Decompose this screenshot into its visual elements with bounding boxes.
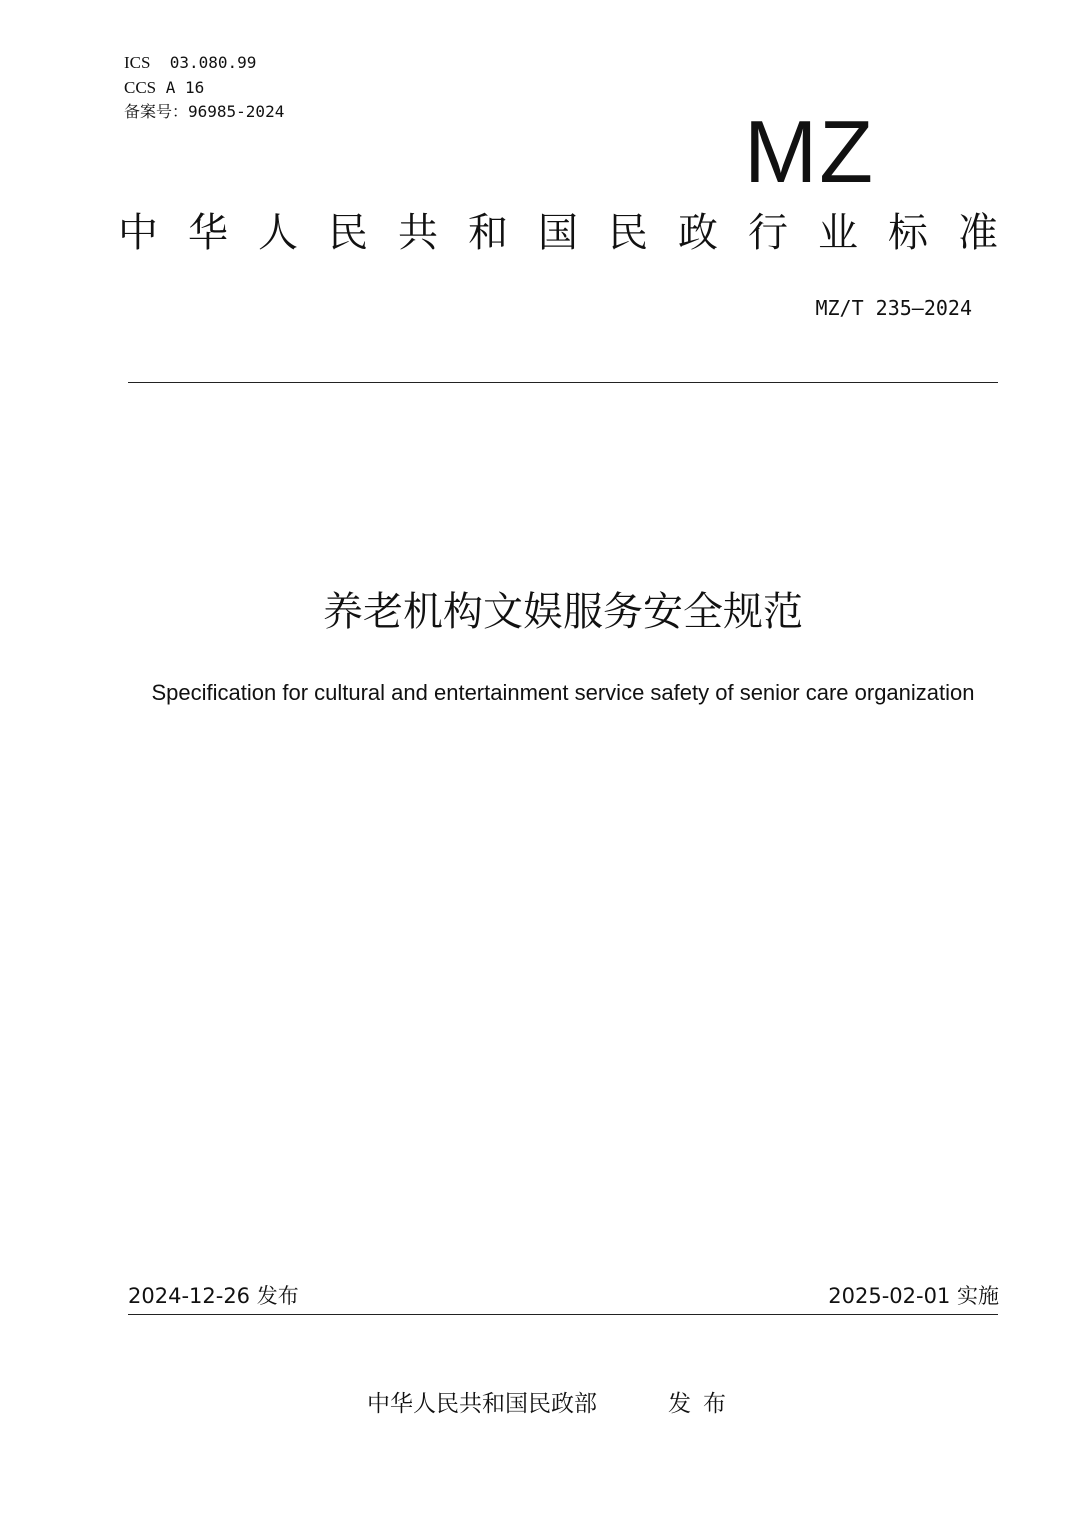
- standard-name-char: 共: [398, 210, 438, 256]
- record-number: 备案号：96985-2024: [124, 102, 285, 121]
- document-title-en: Specification for cultural and entertainment service safety of senior care organization: [151, 680, 975, 705]
- standard-name-char: 华: [188, 210, 228, 256]
- standard-name-char: 政: [678, 210, 718, 256]
- issue-date: 2024-12-26 发布: [128, 1284, 299, 1308]
- footer-divider: [128, 1314, 998, 1315]
- standard-name-char: 业: [818, 210, 858, 256]
- ccs-label: CCS: [124, 78, 157, 97]
- standard-name-char: 准: [958, 210, 998, 256]
- standard-name-char: 标: [888, 210, 928, 256]
- ics-label: ICS: [124, 53, 151, 72]
- ics-line: [124, 53, 256, 73]
- ccs-line: [124, 78, 204, 98]
- publish-label: 发布: [668, 1391, 738, 1417]
- standard-name-char: 行: [748, 210, 788, 256]
- standard-name-char: 人: [258, 210, 298, 256]
- publisher: 中华人民共和国民政部: [367, 1391, 597, 1417]
- standard-name-char: 民: [608, 210, 648, 256]
- document-title-zh: 养老机构文娱服务安全规范: [323, 589, 803, 635]
- standard-code: MZ/T 235—2024: [815, 296, 972, 320]
- ccs-value: A 16: [165, 78, 205, 97]
- standard-name-char: 和: [468, 210, 508, 256]
- standard-name: [118, 206, 998, 260]
- effective-date: 2025-02-01 实施: [828, 1284, 999, 1308]
- mz-logo: MZ: [744, 102, 876, 201]
- standard-name-char: 中: [118, 210, 158, 256]
- header-divider: [128, 382, 998, 383]
- ics-value: 03.080.99: [169, 53, 257, 72]
- standard-name-char: 民: [328, 210, 368, 256]
- standard-name-char: 国: [538, 210, 578, 256]
